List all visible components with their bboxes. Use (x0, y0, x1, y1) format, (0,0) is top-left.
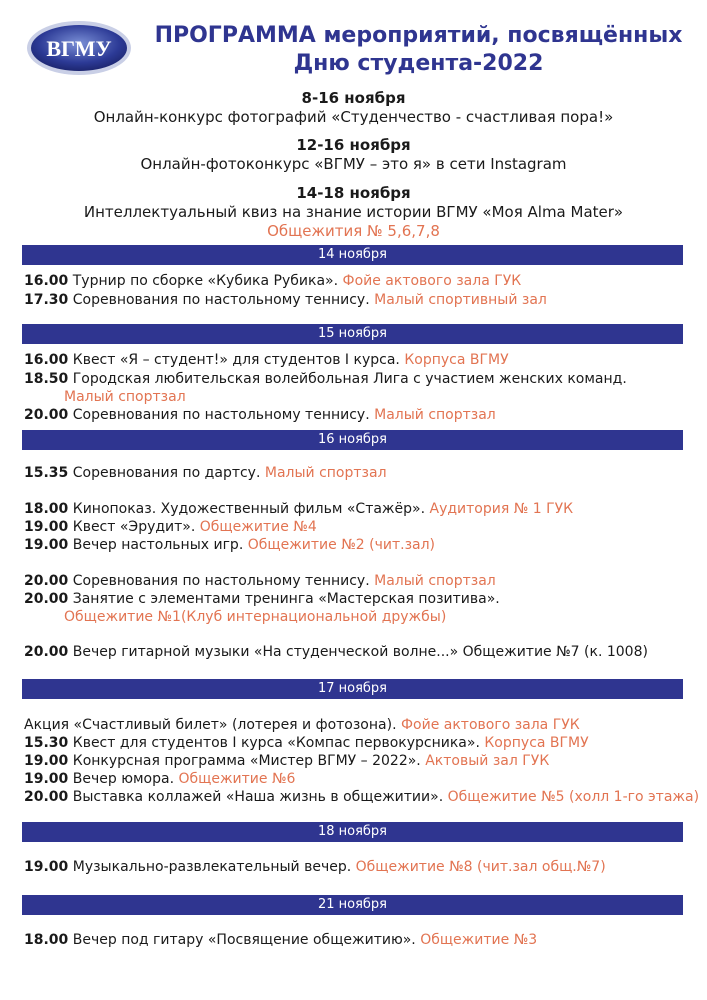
event-text: Занятие с элементами тренинга «Мастерская позитива». (72, 591, 500, 607)
event-time: 18.50 (24, 371, 69, 387)
event-text: Квест «Я – студент!» для студентов I курса. (72, 352, 400, 368)
event-time: 19.00 (24, 537, 69, 553)
intro-desc: Онлайн-конкурс фотографий «Студенчество - счастливая пора!» (93, 108, 614, 126)
event-time: 16.00 (24, 352, 69, 368)
event-row (24, 643, 648, 661)
event-location: Фойе актового зала ГУК (400, 717, 580, 733)
event-row (24, 572, 496, 590)
event-location: Малый спортзал (64, 389, 186, 405)
event-row (24, 500, 573, 518)
event-text: Соревнования по настольному теннису. (72, 407, 370, 423)
event-time: 19.00 (24, 753, 69, 769)
intro-block-2 (0, 136, 707, 174)
event-text: Квест «Эрудит». (72, 519, 196, 535)
intro-desc: Онлайн-фотоконкурс «ВГМУ – это я» в сети Instagram (140, 155, 567, 173)
event-location: Общежитие №4 (199, 519, 317, 535)
intro-block-3 (0, 184, 707, 241)
event-text: Кинопоказ. Художественный фильм «Стажёр». (72, 501, 426, 517)
intro-block-1 (0, 89, 707, 127)
event-row (24, 734, 589, 752)
event-location: Общежитие №3 (420, 932, 538, 948)
event-time: 15.30 (24, 735, 69, 751)
event-row (24, 931, 537, 949)
event-location: Аудитория № 1 ГУК (429, 501, 574, 517)
event-location: Малый спортзал (374, 573, 496, 589)
event-row (24, 590, 500, 608)
day-header-15: 15 ноября (22, 324, 683, 344)
event-time: 20.00 (24, 573, 69, 589)
event-text: Акция «Счастливый билет» (лотерея и фотозона). (24, 717, 397, 733)
title-line-2: Дню студента-2022 (293, 51, 544, 76)
event-text: Конкурсная программа «Мистер ВГМУ – 2022». (72, 753, 421, 769)
event-time: 16.00 (24, 273, 69, 289)
event-text: Турнир по сборке «Кубика Рубика». (72, 273, 339, 289)
event-location: Малый спортзал (264, 465, 387, 481)
event-location: Общежитие №5 (холл 1-го этажа) (447, 789, 700, 805)
event-location: Общежитие №8 (чит.зал общ.№7) (355, 859, 606, 875)
event-location: Фойе актового зала ГУК (342, 273, 522, 289)
title-line-1: ПРОГРАММА мероприятий, посвящённых (154, 23, 683, 48)
event-row (24, 370, 627, 388)
event-text: Вечер под гитару «Посвящение общежитию». (72, 932, 416, 948)
event-text: Соревнования по настольному теннису. (72, 292, 370, 308)
event-time: 17.30 (24, 292, 69, 308)
intro-date: 12-16 ноября (296, 136, 411, 154)
event-text: Музыкально-развлекательный вечер. (72, 859, 352, 875)
event-time: 19.00 (24, 519, 69, 535)
event-location: Общежитие №2 (чит.зал) (247, 537, 436, 553)
event-location: Общежитие №1(Клуб интернациональной дружбы) (64, 609, 447, 625)
event-row (24, 406, 496, 424)
event-location: Корпуса ВГМУ (484, 735, 589, 751)
event-text: Выставка коллажей «Наша жизнь в общежитии». (72, 789, 444, 805)
event-time: 19.00 (24, 859, 69, 875)
intro-date: 8-16 ноября (301, 89, 406, 107)
logo-text: ВГМУ (46, 36, 112, 61)
event-row (24, 788, 699, 806)
day-header-18: 18 ноября (22, 822, 683, 842)
event-row (24, 464, 387, 482)
intro-desc: Интеллектуальный квиз на знание истории ВГМУ «Моя Alma Mater» (83, 203, 624, 221)
event-time: 18.00 (24, 501, 69, 517)
event-text: Вечер гитарной музыки «На студенческой волне...» Общежитие №7 (к. 1008) (72, 644, 648, 660)
intro-location: Общежития № 5,6,7,8 (267, 222, 440, 240)
event-text: Вечер юмора. (72, 771, 175, 787)
intro-date: 14-18 ноября (296, 184, 411, 202)
university-logo (24, 18, 134, 78)
event-text: Соревнования по настольному теннису. (72, 573, 370, 589)
event-time: 19.00 (24, 771, 69, 787)
event-location: Актовый зал ГУК (425, 753, 550, 769)
page-title (130, 22, 707, 78)
event-row (24, 291, 547, 309)
day-header-16: 16 ноября (22, 430, 683, 450)
event-location: Корпуса ВГМУ (404, 352, 509, 368)
event-row (24, 272, 521, 290)
event-row (24, 351, 509, 369)
event-row (24, 536, 435, 554)
event-time: 20.00 (24, 591, 69, 607)
event-text: Вечер настольных игр. (72, 537, 244, 553)
event-time: 15.35 (24, 465, 69, 481)
event-text: Квест для студентов I курса «Компас первокурсника». (72, 735, 480, 751)
event-row (24, 716, 580, 734)
event-location: Малый спортивный зал (374, 292, 547, 308)
event-time: 20.00 (24, 407, 69, 423)
event-location: Малый спортзал (374, 407, 496, 423)
event-row (24, 858, 606, 876)
event-time: 20.00 (24, 644, 69, 660)
event-time: 20.00 (24, 789, 69, 805)
event-row (24, 752, 549, 770)
event-text: Городская любительская волейбольная Лига с участием женских команд. (72, 371, 627, 387)
day-header-14: 14 ноября (22, 245, 683, 265)
event-location: Общежитие №6 (178, 771, 296, 787)
event-row (24, 770, 295, 788)
event-row (24, 518, 317, 536)
day-header-17: 17 ноября (22, 679, 683, 699)
event-time: 18.00 (24, 932, 69, 948)
event-text: Соревнования по дартсу. (72, 465, 261, 481)
day-header-21: 21 ноября (22, 895, 683, 915)
